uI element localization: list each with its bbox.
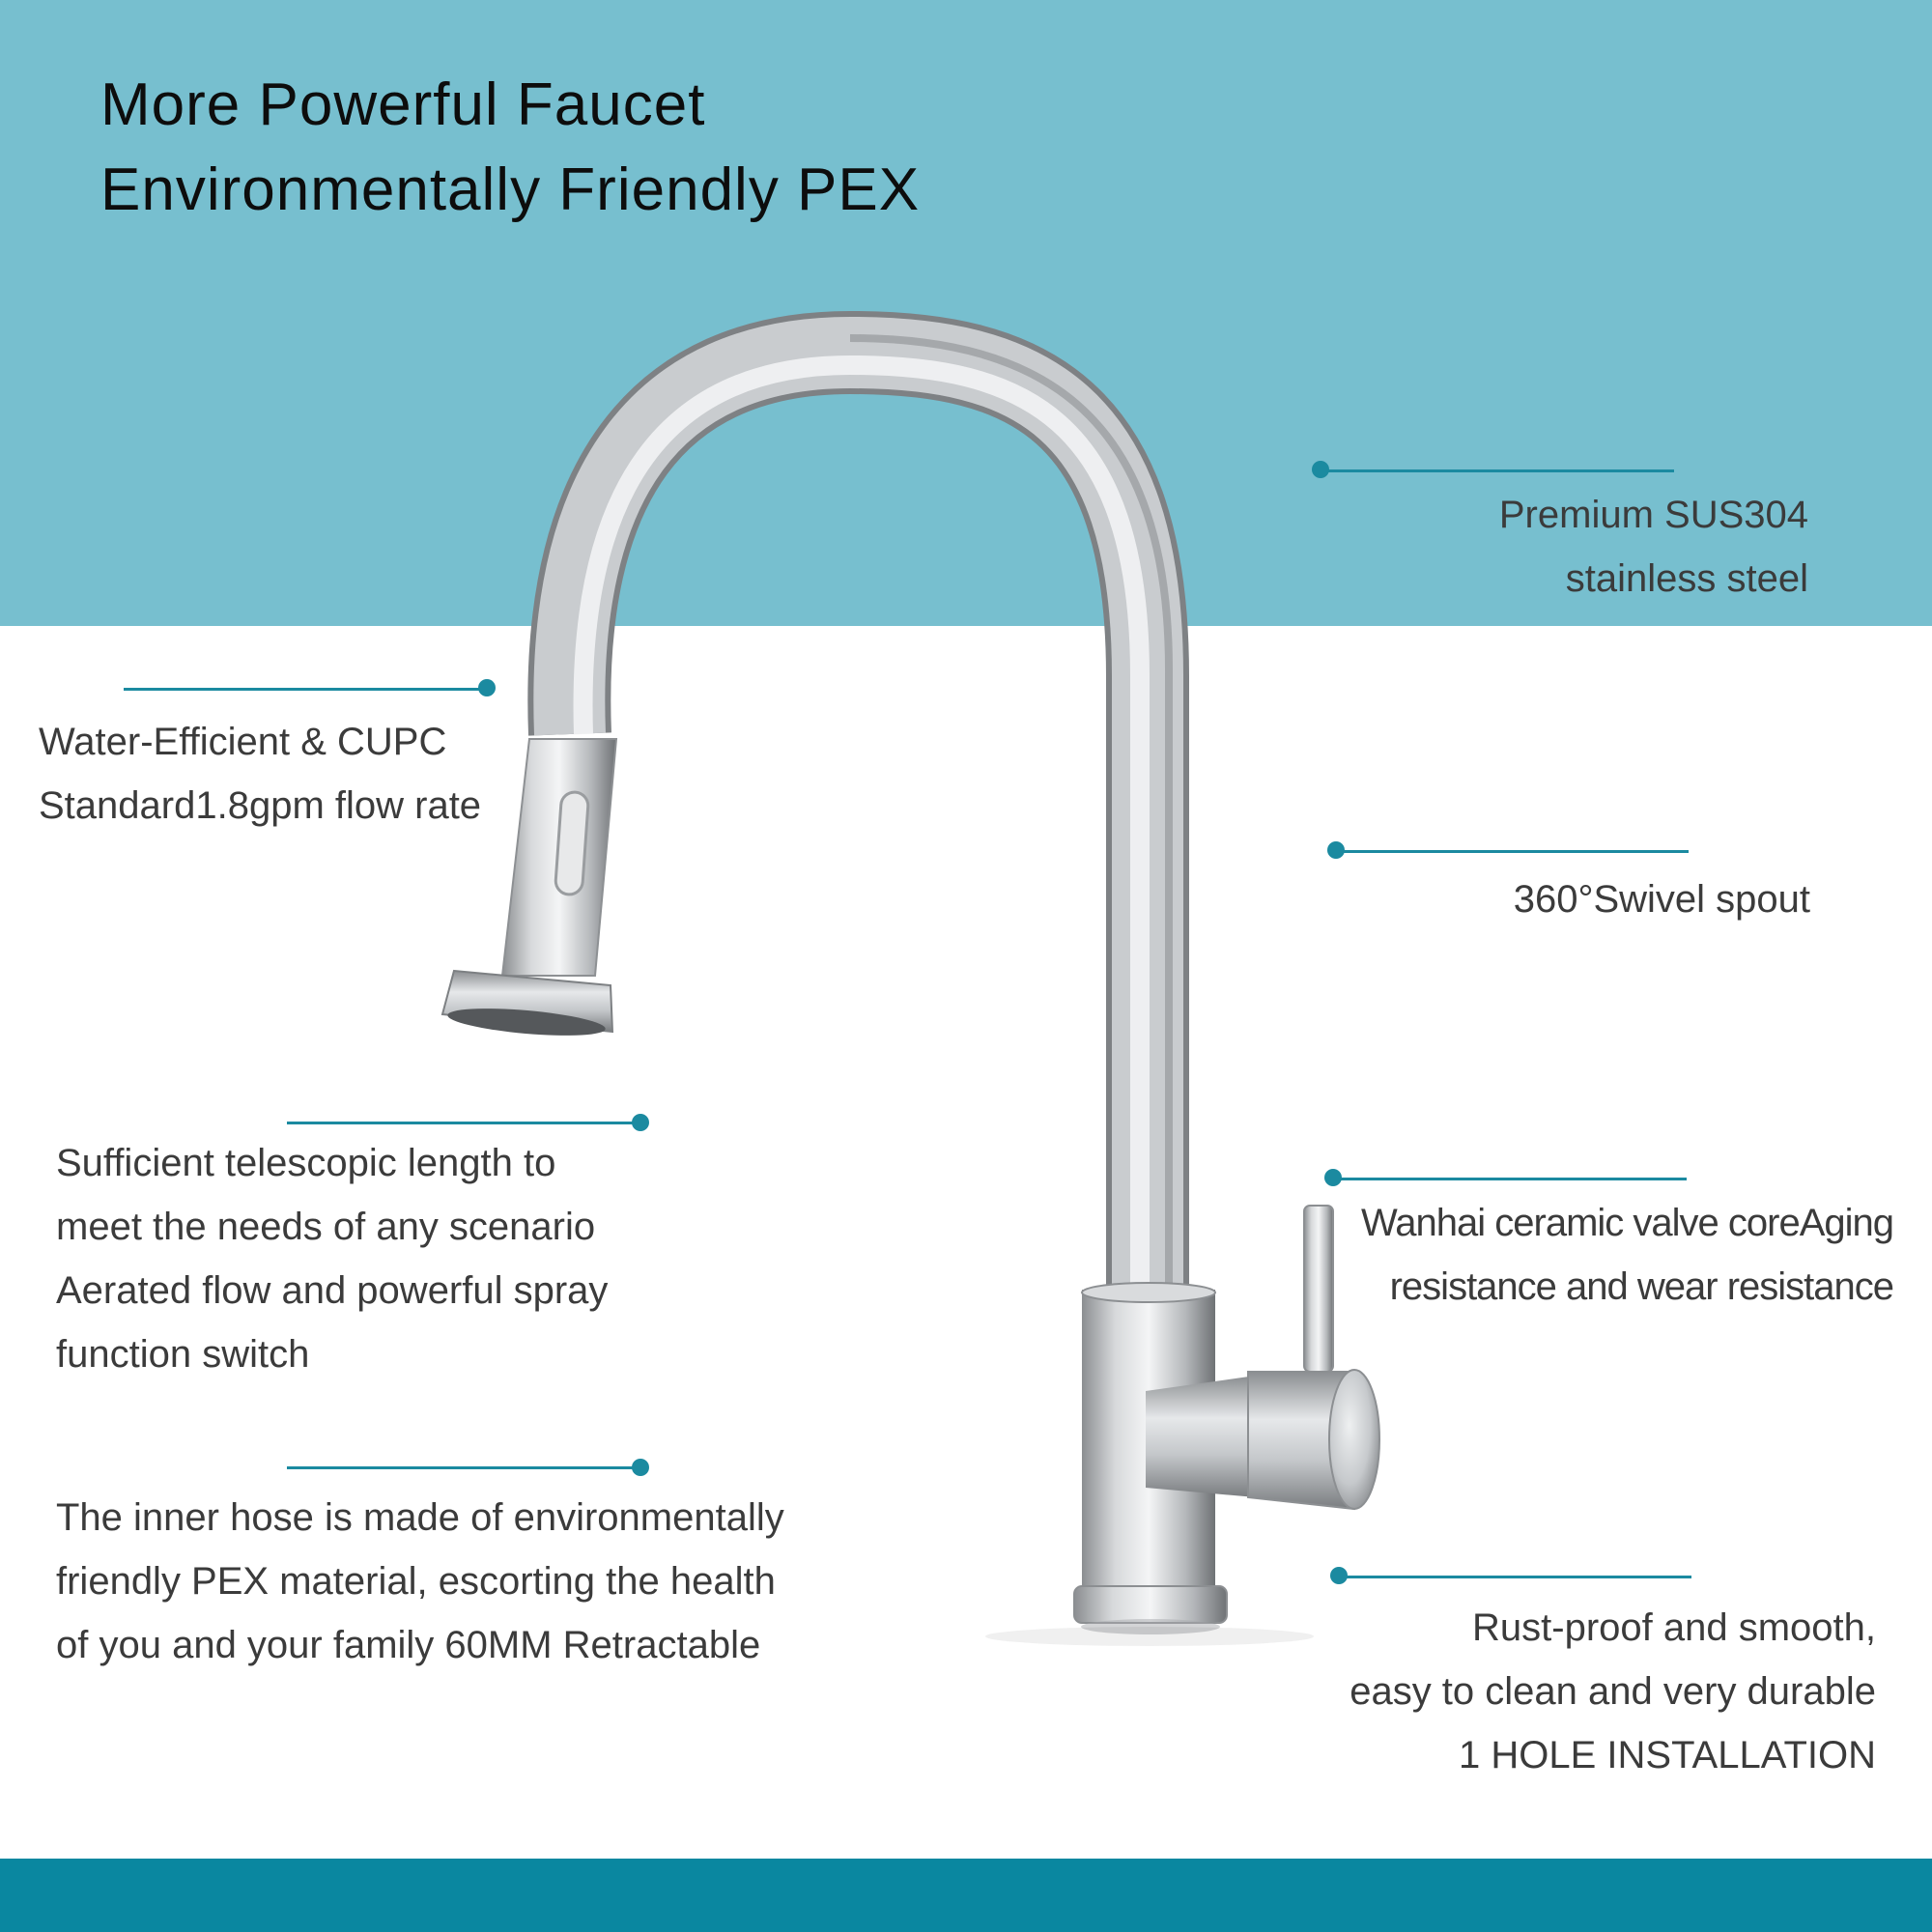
- feature-flow-line-1: Water-Efficient & CUPC: [39, 721, 447, 763]
- feature-swivel: [1514, 867, 1810, 931]
- headline-line-2: Environmentally Friendly PEX: [100, 156, 921, 223]
- feature-telescopic-line-4: function switch: [56, 1333, 310, 1376]
- callout-line-hose: [287, 1466, 640, 1469]
- feature-steel-line-2: stainless steel: [1565, 557, 1808, 600]
- callout-line-telescopic: [287, 1122, 640, 1124]
- feature-hose-line-3: of you and your family 60MM Retractable: [56, 1624, 761, 1666]
- callout-dot-flow: [478, 679, 496, 696]
- callout-line-valve: [1333, 1178, 1687, 1180]
- callout-line-flow: [124, 688, 487, 691]
- feature-flow: [39, 710, 481, 838]
- callout-dot-telescopic: [632, 1114, 649, 1131]
- feature-flow-line-2: Standard1.8gpm flow rate: [39, 784, 482, 827]
- feature-rust-line-1: Rust-proof and smooth,: [1472, 1606, 1876, 1649]
- feature-swivel-line-1: 360°Swivel spout: [1513, 878, 1810, 921]
- feature-rust-line-2: easy to clean and very durable: [1350, 1670, 1876, 1713]
- feature-valve: [1361, 1191, 1893, 1319]
- feature-telescopic: [56, 1131, 608, 1386]
- feature-hose: [56, 1486, 784, 1677]
- feature-rust-line-3: 1 HOLE INSTALLATION: [1459, 1734, 1876, 1776]
- feature-steel-line-1: Premium SUS304: [1498, 494, 1808, 536]
- headline-line-1: More Powerful Faucet: [100, 71, 706, 138]
- feature-hose-line-1: The inner hose is made of environmentally: [56, 1496, 784, 1539]
- feature-valve-line-1: Wanhai ceramic valve coreAging: [1361, 1202, 1893, 1244]
- feature-hose-line-2: friendly PEX material, escorting the health: [56, 1560, 776, 1603]
- callout-line-steel: [1321, 469, 1674, 472]
- feature-telescopic-line-2: meet the needs of any scenario: [56, 1206, 596, 1248]
- callout-line-rust: [1339, 1576, 1691, 1578]
- feature-valve-line-2: resistance and wear resistance: [1389, 1265, 1893, 1308]
- feature-telescopic-line-1: Sufficient telescopic length to: [56, 1142, 556, 1184]
- feature-telescopic-line-3: Aerated flow and powerful spray: [56, 1269, 609, 1312]
- feature-steel: [1499, 483, 1808, 611]
- feature-rust: [1350, 1596, 1876, 1787]
- callout-dot-hose: [632, 1459, 649, 1476]
- callout-line-swivel: [1336, 850, 1689, 853]
